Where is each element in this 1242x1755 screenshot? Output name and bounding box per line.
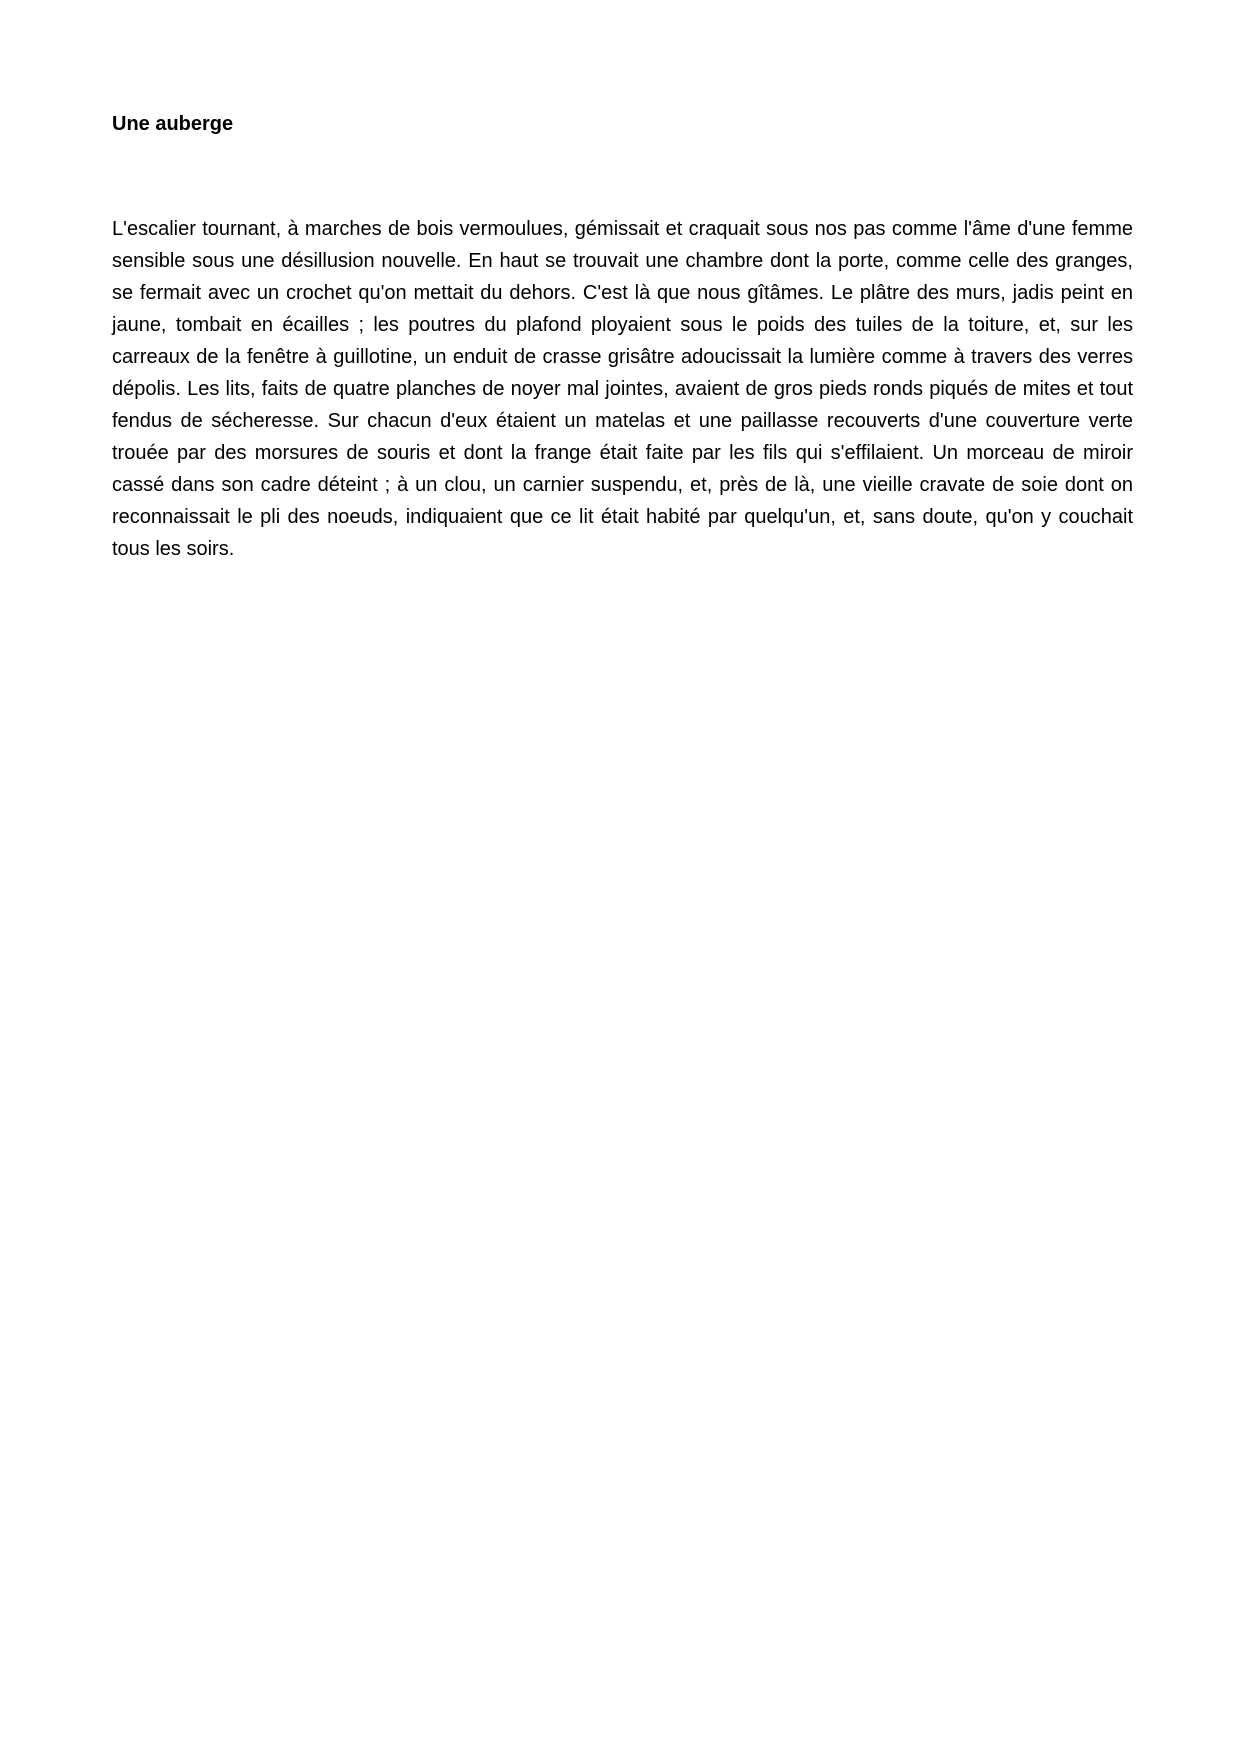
document-title: Une auberge bbox=[112, 113, 234, 135]
document-paragraph: L'escalier tournant, à marches de bois vermoulues, gémissait et craquait sous nos pas comme l'âme d'une femme sensible sous une désillusion nouvelle. En haut se trouvait une chambre dont la porte, comme celle des granges, se fermait avec un crochet qu'on mettait du dehors. C'est là que nous gîtâmes. Le plâtre des murs, jadis peint en jaune, tombait en écailles ; les poutres du plafond ployaient sous le poids des tuiles de la toiture, et, sur les carreaux de la fenêtre à guillotine, un enduit de crasse grisâtre adoucissait la lumière comme à travers des verres dépolis. Les lits, faits de quatre planches de noyer mal jointes, avaient de gros pieds ronds piqués de mites et tout fendus de sécheresse. Sur chacun d'eux étaient un matelas et une paillasse recouverts d'une couverture verte trouée par des morsures de souris et dont la frange était faite par les fils qui s'effilaient. Un morceau de miroir cassé dans son cadre déteint ; à un clou, un carnier suspendu, et, près de là, une vieille cravate de soie dont on reconnaissait le pli des noeuds, indiquaient que ce lit était habité par quelqu'un, et, sans doute, qu'on y couchait tous les soirs. bbox=[112, 218, 1133, 560]
